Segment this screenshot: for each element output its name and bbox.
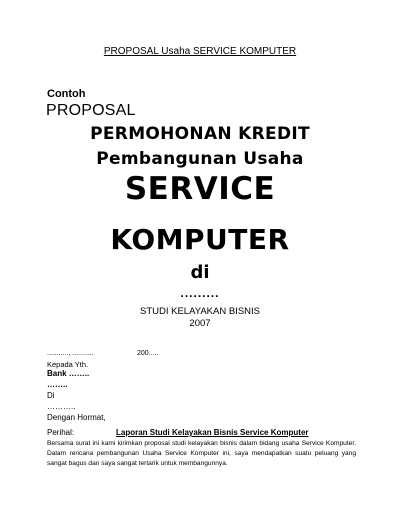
perihal-value: Laporan Studi Kelayakan Bisnis Service Komputer	[116, 428, 309, 437]
perihal-label: Perihal:	[47, 428, 75, 437]
cover-title-line-1: PERMOHONAN KREDIT	[90, 124, 310, 144]
cover-subtitle: STUDI KELAYAKAN BISNIS	[139, 306, 261, 317]
letter-salutation: Dengan Hormat,	[47, 413, 106, 422]
proposal-label: PROPOSAL	[46, 102, 136, 119]
cover-year: 2007	[189, 318, 211, 329]
cover-title-line-3: SERVICE	[124, 171, 276, 207]
letter-recipient-di: Di	[47, 391, 55, 400]
document-header: PROPOSAL Usaha SERVICE KOMPUTER	[103, 46, 297, 57]
cover-title-line-4: KOMPUTER	[110, 223, 290, 256]
cover-title-line-2: Pembangunan Usaha	[96, 149, 304, 169]
cover-title-line-5: di	[190, 262, 210, 283]
letter-year-fragment: 200.....	[137, 350, 159, 357]
letter-body-paragraph: Bersama surat ini kami kirimkan proposal studi kelayakan bisnis dalam bidang usaha Service Komputer. Dalam rencana pembangunan Usaha Service Komputer ini, saya mendapatkan suatu peluang yang sangat bagus dan saya sangat tertarik untuk membangunnya.	[47, 440, 356, 467]
letter-recipient-intro: Kepada Yth.	[47, 360, 89, 369]
letter-recipient-blank-1: ……..	[47, 380, 68, 389]
letter-recipient-blank-2: ………..	[47, 402, 76, 411]
cover-dots: .........	[180, 286, 220, 300]
letter-place-date: ..........., ...........	[47, 350, 94, 357]
letter-recipient-bank: Bank ……..	[47, 369, 90, 378]
contoh-label: Contoh	[47, 88, 86, 100]
